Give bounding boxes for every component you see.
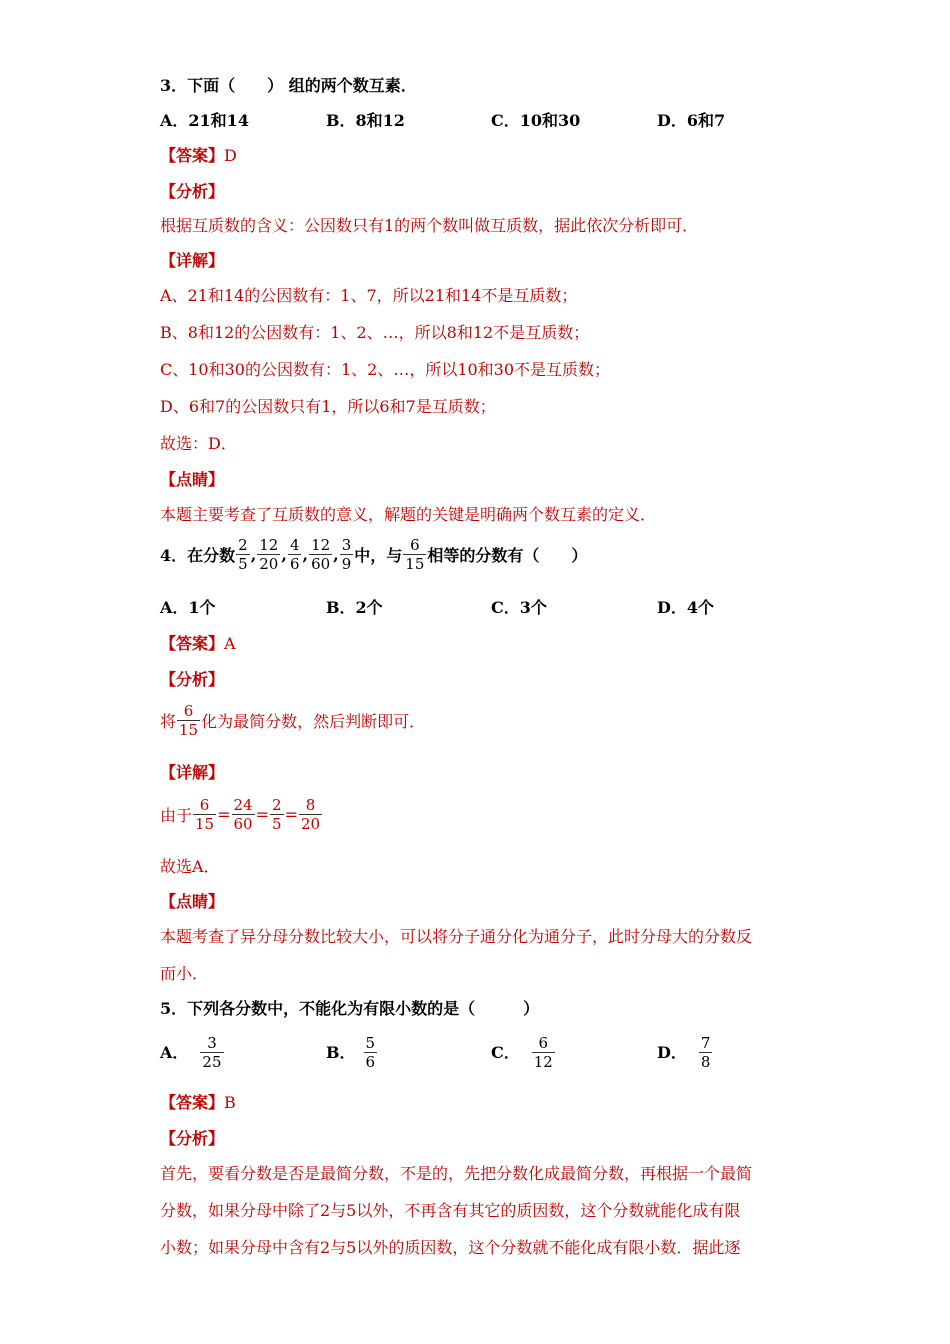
q3-detail-d: D、6和7的公因数只有1，所以6和7是互质数；: [160, 397, 496, 416]
q3-choose: 故选：D．: [160, 434, 237, 453]
q4-option-b: B．2个: [326, 598, 383, 617]
answer-tag: 【答案】: [160, 146, 225, 165]
q3-option-b: B．8和12: [326, 111, 405, 130]
q3-option-d: D．6和7: [657, 111, 726, 130]
q4-detail-equation: [160, 796, 323, 833]
chain-fraction-1: [193, 796, 216, 833]
numerator: 6: [177, 702, 200, 721]
option-label: A．: [160, 1042, 189, 1062]
q4-option-d: D．4个: [657, 598, 715, 617]
q3-comment-text: 本题主要考查了互质数的意义，解题的关键是明确两个数互素的定义．: [160, 505, 657, 524]
numerator: 6: [532, 1034, 555, 1053]
q4-fraction-1: [236, 536, 250, 573]
q5-options: [160, 1034, 800, 1078]
q3-answer: [160, 146, 237, 166]
denominator: 5: [272, 815, 282, 833]
denominator: 15: [179, 721, 199, 739]
chain-fraction-4: [299, 796, 322, 833]
answer-value: D: [224, 146, 237, 165]
q4-comment-line-1: 本题考查了异分母分数比较大小，可以将分子通分化为通分子，此时分母大的分数反: [160, 927, 753, 946]
numerator: 2: [272, 796, 282, 814]
q4-stem-start: 4．在分数: [160, 546, 236, 565]
q5-analysis-tag: 【分析】: [160, 1129, 225, 1148]
numerator: 2: [238, 536, 248, 554]
q4-analysis-fraction: [177, 702, 200, 739]
q5-option-c: [491, 1034, 556, 1071]
chain-fraction-2: [232, 796, 255, 833]
separator: ,: [333, 545, 339, 564]
q5-analysis-line-2: 分数，如果分母中除了2与5以外，不再含有其它的质因数，这个分数就能化成有限: [160, 1201, 741, 1220]
q4-choose: 故选A．: [160, 857, 220, 876]
numerator: 3: [200, 1034, 223, 1053]
separator: ,: [302, 545, 309, 564]
q4-stem: [160, 536, 587, 573]
numerator: 8: [299, 796, 322, 815]
denominator: 25: [202, 1053, 222, 1071]
denominator: 20: [259, 555, 279, 573]
q4-option-a: A．1个: [160, 598, 216, 617]
q5-analysis-line-1: 首先，要看分数是否是最简分数，不是的，先把分数化成最简分数，再根据一个最简: [160, 1164, 753, 1183]
numerator: 5: [365, 1034, 376, 1052]
numerator: 4: [289, 536, 300, 554]
q3-option-c: C．10和30: [491, 111, 581, 130]
denominator: 8: [700, 1053, 711, 1071]
q4-fraction-3: [288, 536, 302, 573]
denominator: 5: [238, 555, 248, 573]
q3-detail-b: B、8和12的公因数有：1、2、…，所以8和12不是互质数；: [160, 323, 590, 342]
equals-sign: =: [255, 805, 270, 824]
denominator: 20: [300, 815, 321, 833]
denominator: 6: [289, 555, 300, 573]
numerator: 7: [700, 1034, 711, 1052]
numerator: 6: [403, 536, 426, 555]
option-label: B．: [326, 1042, 356, 1062]
option-fraction: [699, 1034, 713, 1071]
q4-target-fraction: [403, 536, 426, 573]
option-fraction: [200, 1034, 223, 1071]
q4-analysis-tag: 【分析】: [160, 670, 225, 689]
q3-detail-c: C、10和30的公因数有：1、2、…，所以10和30不是互质数；: [160, 360, 611, 379]
denominator: 15: [195, 815, 215, 833]
q4-fraction-4: [309, 536, 332, 573]
numerator: 24: [233, 796, 253, 814]
q4-stem-mid: 中，与: [354, 546, 403, 565]
q4-answer: [160, 634, 236, 654]
q5-answer: [160, 1093, 236, 1113]
equals-sign: =: [217, 805, 231, 824]
answer-value: A: [224, 634, 236, 653]
numerator: 12: [311, 536, 331, 554]
q4-comment-tag: 【点睛】: [160, 892, 225, 911]
q4-stem-end: 相等的分数有（ ）: [427, 546, 588, 565]
option-fraction: [364, 1034, 378, 1071]
q3-analysis-text: 根据互质数的含义：公因数只有1的两个数叫做互质数，据此依次分析即可．: [160, 216, 699, 235]
denominator: 6: [365, 1053, 376, 1071]
q5-option-b: [326, 1034, 378, 1071]
separator: ,: [250, 545, 257, 564]
numerator: 12: [259, 536, 279, 554]
answer-tag: 【答案】: [160, 1093, 225, 1112]
q4-option-c: C．3个: [491, 598, 547, 617]
option-fraction: [532, 1034, 555, 1071]
q3-stem: 3．下面（ ） 组的两个数互素．: [160, 76, 417, 95]
detail-prefix: 由于: [160, 806, 193, 825]
q4-analysis-text: [160, 702, 425, 739]
q3-option-a: A．21和14: [160, 111, 249, 130]
q5-stem: 5．下列各分数中，不能化为有限小数的是（ ）: [160, 999, 540, 1018]
equals-sign: =: [284, 805, 298, 824]
denominator: 60: [233, 815, 253, 833]
chain-fraction-3: [270, 796, 284, 833]
option-label: C．: [491, 1042, 520, 1062]
analysis-prefix: 将: [160, 712, 177, 731]
q3-analysis-tag: 【分析】: [160, 182, 225, 201]
q3-comment-tag: 【点睛】: [160, 470, 225, 489]
q5-analysis-line-3: 小数；如果分母中含有2与5以外的质因数，这个分数就不能化成有限小数．据此逐: [160, 1238, 741, 1257]
q4-comment-line-2: 而小．: [160, 964, 209, 983]
answer-tag: 【答案】: [160, 634, 225, 653]
option-label: D．: [657, 1042, 687, 1062]
numerator: 3: [341, 536, 352, 554]
denominator: 12: [533, 1053, 553, 1071]
denominator: 9: [341, 555, 352, 573]
analysis-suffix: 化为最简分数，然后判断即可．: [201, 712, 426, 731]
q5-option-a: [160, 1034, 225, 1071]
separator: ,: [281, 545, 287, 564]
denominator: 60: [311, 555, 331, 573]
q4-fraction-2: [257, 536, 280, 573]
q3-detail-a: A、21和14的公因数有：1、7，所以21和14不是互质数；: [160, 286, 578, 305]
answer-value: B: [224, 1093, 236, 1112]
q5-option-d: [657, 1034, 713, 1071]
numerator: 6: [193, 796, 216, 815]
q4-detail-tag: 【详解】: [160, 763, 225, 782]
q4-fraction-5: [340, 536, 354, 573]
denominator: 15: [405, 555, 425, 573]
q3-detail-tag: 【详解】: [160, 251, 225, 270]
